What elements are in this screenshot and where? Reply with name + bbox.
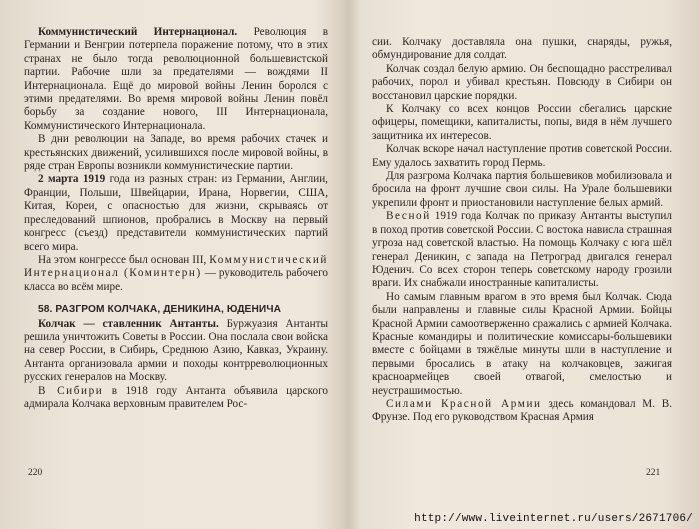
paragraph <box>24 26 328 133</box>
paragraph: сии. Колчаку доставляла она пушки, снаряды, ружья, обмундирование для солдат. <box>372 36 672 62</box>
paragraph <box>24 385 328 412</box>
paragraph-text: года из разных стран: из Германии, Англии, Франции, Польши, Швейцарии, Ирана, Норвегии, США, Китая, Кореи, с опасностью для жизни, скрываясь от преследований шпионов, пробрались в Москву на первый конгресс (съезд) представители коммунистических партий всего мира. <box>24 173 328 253</box>
paragraph-text: Буржуазия Антанты решила уничтожить Советы в России. Она послала свои войска на север России, в Сибирь, Среднюю Азию, Кавказ, Украину. Антанта организовала армии и походы контрреволюционных русских генералов на Москву. <box>24 317 328 384</box>
page-number-right: 221 <box>646 468 661 478</box>
paragraph-text: Революция в Германии и Венгрии потерпела поражение потому, что в этих странах не было тогда революционной большевистской партии. Рабочие шли за предателями — вождями II Интернационала. Ещё до мировой войны Ленин боролся с этими предателями. Во время мировой войны Ленин повёл борьбу за создание нового, III Интернационала, Коммунистического Интернационала. <box>24 26 328 132</box>
watermark-url: http://www.liveinternet.ru/users/2671706/ <box>414 513 693 525</box>
paragraph: Но самым главным врагом в это время был Колчак. Сюда были направлены и главные силы Красной Армии. Бойцы Красной Армии самоотверженно сражались с армией Колчака. Красные командиры и политические комиссары-большевики вместе с бойцами в тяжёлые минуты шли в наступление и первыми бросались в атаку на колчаковцев, зажигая красноармейцев своей отвагой, смелостью и неустрашимостью. <box>372 290 672 397</box>
left-page <box>24 26 328 411</box>
paragraph: Колчак создал белую армию. Он беспощадно расстреливал рабочих, порол и убивал крестьян. Повсюду в Сибири он восстановил царские порядки. <box>372 62 672 102</box>
spaced-text: Силами Красной Армии <box>386 397 542 410</box>
paragraph-text: — руководитель рабочего класса во всём мире. <box>24 267 328 293</box>
paragraph-text: На этом конгрессе был основан III, <box>38 253 210 266</box>
paragraph-text: в 1918 году Антанта объявила царского адмирала Колчака верховным правителем Рос- <box>24 384 328 410</box>
paragraph <box>372 398 672 425</box>
paragraph-text: 1919 года Колчак по приказу Антанты выступил в поход против советской России. С востока нависла страшная угроза над советской властью. На помощь Колчаку с юга шёл генерал Деникин, с запада на Петроград двигался генерал Юденич. Со всех сторон теперь советскому народу грозили враги. Их снабжали иностранные капиталисты. <box>372 210 672 290</box>
date-bold: 2 марта 1919 <box>38 173 106 186</box>
paragraph-text: здесь командовал М. В. Фрунзе. Под его руководством Красная Армия <box>372 397 672 424</box>
paragraph: В дни революции на Западе, во время рабочих стачек и крестьянских движений, усилившихся после мировой войны, в ряде стран Европы возникли коммунистические партии. <box>24 133 328 173</box>
paragraph <box>24 254 328 294</box>
paragraph: К Колчаку со всех концов России сбегались царские офицеры, помещики, капиталисты, попы, видя в нём лучшего защитника их интересов. <box>372 103 672 142</box>
paragraph <box>24 173 328 253</box>
page-number-left: 220 <box>28 468 43 478</box>
paragraph <box>24 318 328 385</box>
right-page <box>372 36 672 425</box>
spaced-text: В Сибири <box>38 384 104 397</box>
paragraph <box>372 210 672 290</box>
section-title: Коммунистический Интернационал. <box>38 26 238 38</box>
chapter-heading: 58. РАЗГРОМ КОЛЧАКА, ДЕНИКИНА, ЮДЕНИЧА <box>38 304 282 316</box>
spaced-text: Коммунистический Интернационал (Коминтерн) <box>24 253 328 280</box>
spaced-text: Весной <box>386 210 431 223</box>
paragraph: Для разгрома Колчака партия большевиков мобилизовала и бросила на фронт лучшие свои силы. На Урале большевики укрепили фронт и приостановили наступление белых армий. <box>372 170 672 209</box>
section-title: Колчак — ставленник Антанты. <box>38 317 219 330</box>
paragraph: Колчак вскоре начал наступление против советской России. Ему удалось захватить город Пермь. <box>372 143 672 169</box>
